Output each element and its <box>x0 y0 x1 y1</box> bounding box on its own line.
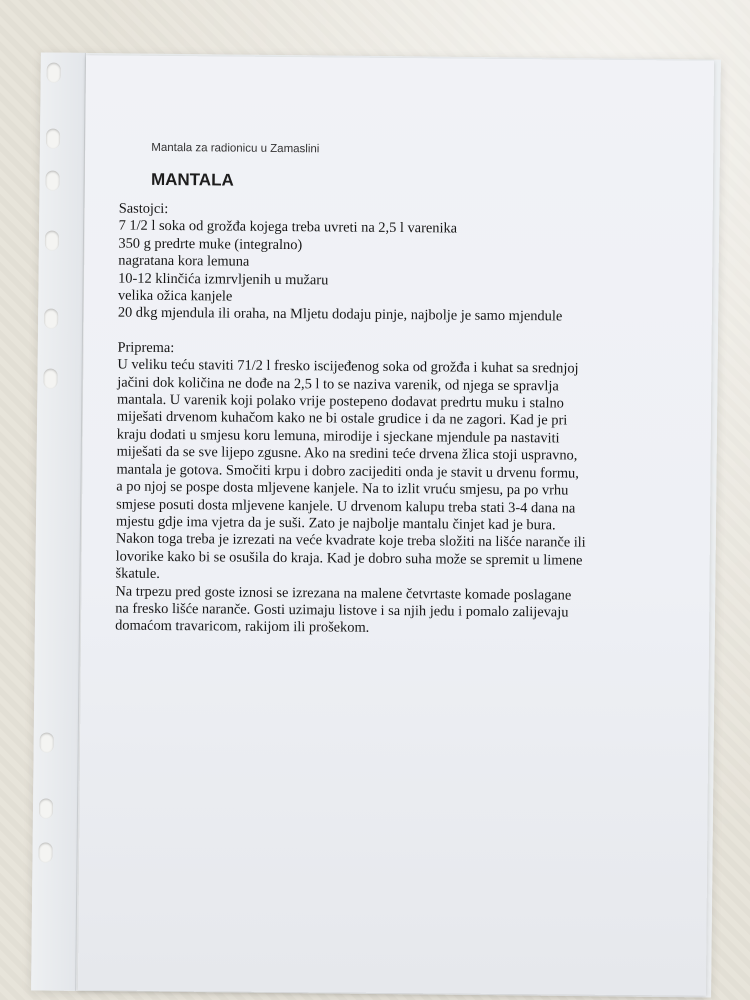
punch-hole <box>45 171 59 191</box>
punch-hole <box>43 369 57 389</box>
preparation-line: mantala. U varenik koji polako vrije postepeno dodavat predrtu muku i stalno <box>117 391 564 412</box>
preparation-line: lovorike kako bi se osušila do kraja. Kad je dobro suha može se spremit u limene <box>115 548 583 569</box>
preparation-line: jačini dok količina ne dođe na 2,5 l to se naziva varenik, od njega se spravlja <box>117 374 559 395</box>
punched-binder-strip <box>31 52 86 990</box>
preparation-line: kraju dodati u smjesu koru lemuna, mirodije i sjeckane mjendule pa nastaviti <box>116 426 560 447</box>
preparation-line: domaćom travaricom, rakijom ili prošekom. <box>115 617 370 637</box>
header-note: Mantala za radionicu u Zamaslini <box>151 141 320 156</box>
punch-hole <box>44 309 58 329</box>
preparation-heading: Priprema: <box>117 339 175 356</box>
ingredient-item: 350 g predrte muke (integralno) <box>118 235 303 253</box>
punch-hole <box>40 732 54 752</box>
ingredient-item: nagratana kora lemuna <box>118 252 250 270</box>
preparation-line: miješati drvenom kuhačom kako ne bi ostale grudice i da ne zagori. Kad je pri <box>116 409 568 429</box>
ingredient-item: 7 1/2 l soka od grožđa kojega treba uvreti na 2,5 l varenika <box>118 217 458 237</box>
punch-hole <box>45 231 59 251</box>
ingredients-heading: Sastojci: <box>118 200 169 218</box>
preparation-line: Na trpezu pred goste iznosi se izrezana na malene četvrtaste komade poslagane <box>115 583 572 604</box>
preparation-line: miješati da se sve lijepo zgusne. Ako na sredini teće drvena žlica stoji uspravno, <box>116 443 578 464</box>
preparation-line: Nakon toga treba je izrezati na veće kvadrate koje treba složiti na lišće naranče ili <box>115 530 586 551</box>
preparation-line: a po njoj se pospe dosta mljevene kanjele. Na to izlit vruću smjesu, pa po vrhu <box>116 478 569 499</box>
ingredient-item: 10-12 klinčića izmrvljenih u mužaru <box>118 270 329 289</box>
punch-hole <box>38 842 52 862</box>
ingredient-item: velika ožica kanjele <box>117 287 233 305</box>
preparation-line: mjestu gdje ima vjetra da je suši. Zato je najbolje mantalu činjet kad je bura. <box>115 513 556 534</box>
punch-hole <box>46 129 60 149</box>
recipe-title: MANTALA <box>150 169 234 190</box>
ingredient-item: 20 dkg mjendula ili oraha, na Mljetu dodaju pinje, najbolje je samo mjendule <box>117 305 563 325</box>
preparation-line: smjese posuti dosta mljevene kanjele. U drvenom kalupu treba stati 3-4 dana na <box>116 496 576 517</box>
preparation-line: škatule. <box>115 565 161 583</box>
recipe-page <box>78 55 714 995</box>
preparation-line: U veliku teću staviti 71/2 l fresko iscijeđenog soka od grožđa i kuhat sa srednjoj <box>117 356 579 377</box>
punch-hole <box>47 63 61 83</box>
recipe-body <box>115 201 649 640</box>
preparation-line: na fresko lišće naranče. Gosti uzimaju listove i sa njih jedu i pomalo zalijevaju <box>115 600 569 621</box>
punch-hole <box>39 798 53 818</box>
preparation-line: mantala je gotova. Smočiti krpu i dobro zacijediti onda je stavit u drvenu formu, <box>116 461 579 482</box>
